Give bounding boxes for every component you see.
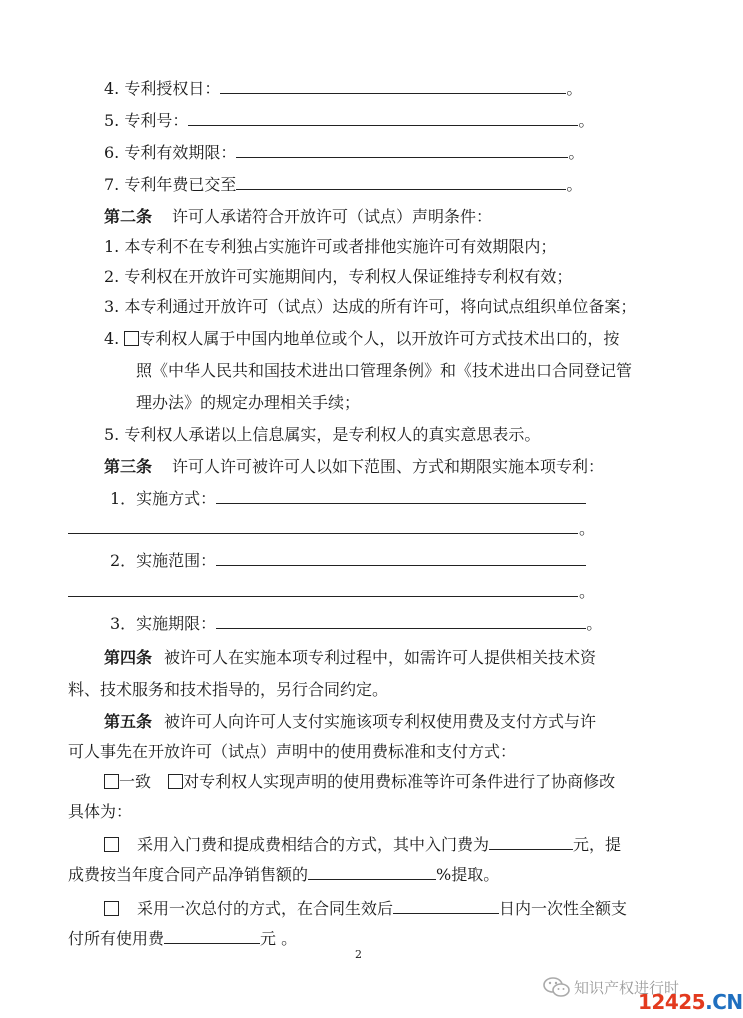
checkbox-modified[interactable] — [168, 774, 183, 789]
article-5-cont: 可人事先在开放许可（试点）声明中的使用费标准和支付方式： — [68, 742, 517, 761]
logo-number: 12425 — [638, 990, 706, 1014]
article-3-heading — [104, 456, 604, 478]
label: 4. 专利授权日： — [104, 79, 221, 98]
period: 。 — [568, 143, 585, 162]
fee-option-2-cont — [68, 928, 297, 950]
wechat-icon — [542, 975, 572, 999]
checkbox-consistent[interactable] — [104, 774, 119, 789]
blank-field[interactable] — [236, 142, 568, 158]
clause-5: 5. 专利权人承诺以上信息属实，是专利权人的真实意思表示。 — [104, 425, 541, 444]
patent-grant-date-line — [104, 78, 582, 100]
label: 1．实施方式： — [110, 489, 217, 508]
page-number: 2 — [355, 948, 362, 961]
unit: %提取。 — [436, 865, 500, 884]
specifics-label: 具体为： — [68, 802, 133, 821]
period: 。 — [579, 582, 596, 601]
label: 3．实施期限： — [110, 614, 217, 633]
option-label: 对专利权人实现声明的使用费标准等许可条件进行了协商修改 — [183, 772, 616, 791]
period: 。 — [566, 79, 583, 98]
article-text: 许可人承诺符合开放许可（试点）声明条件： — [172, 207, 493, 226]
watermark — [540, 975, 743, 1015]
blank-field[interactable] — [216, 550, 586, 566]
article-2-heading — [104, 206, 492, 228]
blank-days[interactable] — [393, 898, 499, 914]
clause-4 — [104, 328, 619, 350]
blank-field[interactable] — [220, 78, 566, 94]
blank-field[interactable] — [216, 613, 586, 629]
blank-field[interactable] — [216, 488, 586, 504]
article-label: 第二条 — [104, 207, 153, 226]
blank-full-line[interactable] — [68, 533, 578, 534]
option-text: 付所有使用费 — [68, 929, 165, 948]
clause-1: 1. 本专利不在专利独占实施许可或者排他实施许可有效期限内； — [104, 237, 557, 256]
article-label: 第三条 — [104, 457, 153, 476]
label: 2．实施范围： — [110, 551, 217, 570]
blank-royalty-rate[interactable] — [308, 864, 436, 880]
patent-validity-line — [104, 142, 584, 164]
article-label: 第五条 — [104, 712, 153, 731]
label: 6. 专利有效期限： — [104, 143, 237, 162]
article-text: 许可人许可被许可人以如下范围、方式和期限实施本项专利： — [172, 457, 605, 476]
unit: 元 。 — [260, 929, 298, 948]
blank-field[interactable] — [236, 174, 566, 190]
fee-options-line — [104, 771, 615, 793]
clause-4-cont-2: 理办法》的规定办理相关手续； — [136, 393, 361, 412]
label: 7. 专利年费已交至 — [104, 175, 237, 194]
period: 。 — [586, 614, 603, 633]
label: 5. 专利号： — [104, 111, 189, 130]
option-text: 采用入门费和提成费相结合的方式，其中入门费为 — [137, 835, 490, 854]
clause-number: 4. — [104, 329, 120, 348]
article-text: 被许可人在实施本项专利过程中，如需许可人提供相关技术资 — [164, 648, 597, 667]
implementation-scope-line — [110, 550, 586, 572]
unit: 元，提 — [573, 835, 622, 854]
blank-entry-fee[interactable] — [489, 834, 573, 850]
article-text: 被许可人向许可人支付实施该项专利权使用费及支付方式与许 — [164, 712, 597, 731]
clause-3: 3. 本专利通过开放许可（试点）达成的所有许可，将向试点组织单位备案； — [104, 297, 637, 316]
period: 。 — [579, 519, 596, 538]
option-text: 日内一次性全额支 — [499, 899, 628, 918]
option-label: 一致 — [119, 772, 152, 791]
period: 。 — [566, 175, 583, 194]
fee-option-2 — [104, 898, 627, 920]
logo-domain: .CN — [705, 990, 743, 1014]
checkbox[interactable] — [104, 901, 119, 916]
article-4 — [104, 647, 596, 669]
implementation-term-line — [110, 613, 602, 635]
blank-lump-sum[interactable] — [164, 928, 260, 944]
blank-field[interactable] — [188, 110, 578, 126]
site-logo — [638, 990, 743, 1014]
article-5 — [104, 711, 596, 733]
clause-2: 2. 专利权在开放许可实施期间内，专利权人保证维持专利权有效； — [104, 267, 573, 286]
article-label: 第四条 — [104, 648, 153, 667]
fee-option-1 — [104, 834, 621, 856]
checkbox[interactable] — [124, 331, 139, 346]
watermark-text: 知识产权进行时 — [574, 979, 680, 997]
implementation-method-line — [110, 488, 586, 510]
blank-full-line[interactable] — [68, 596, 578, 597]
article-4-cont: 料、技术服务和技术指导的，另行合同约定。 — [68, 680, 389, 699]
annual-fee-line — [104, 174, 582, 196]
fee-option-1-cont — [68, 864, 499, 886]
clause-4-cont-1: 照《中华人民共和国技术进出口管理条例》和《技术进出口合同登记管 — [136, 361, 633, 380]
checkbox[interactable] — [104, 837, 119, 852]
option-text: 成费按当年度合同产品净销售额的 — [68, 865, 309, 884]
patent-number-line — [104, 110, 594, 132]
clause-text: 专利权人属于中国内地单位或个人，以开放许可方式技术出口的，按 — [139, 329, 620, 348]
period: 。 — [578, 111, 595, 130]
option-text: 采用一次总付的方式，在合同生效后 — [137, 899, 394, 918]
